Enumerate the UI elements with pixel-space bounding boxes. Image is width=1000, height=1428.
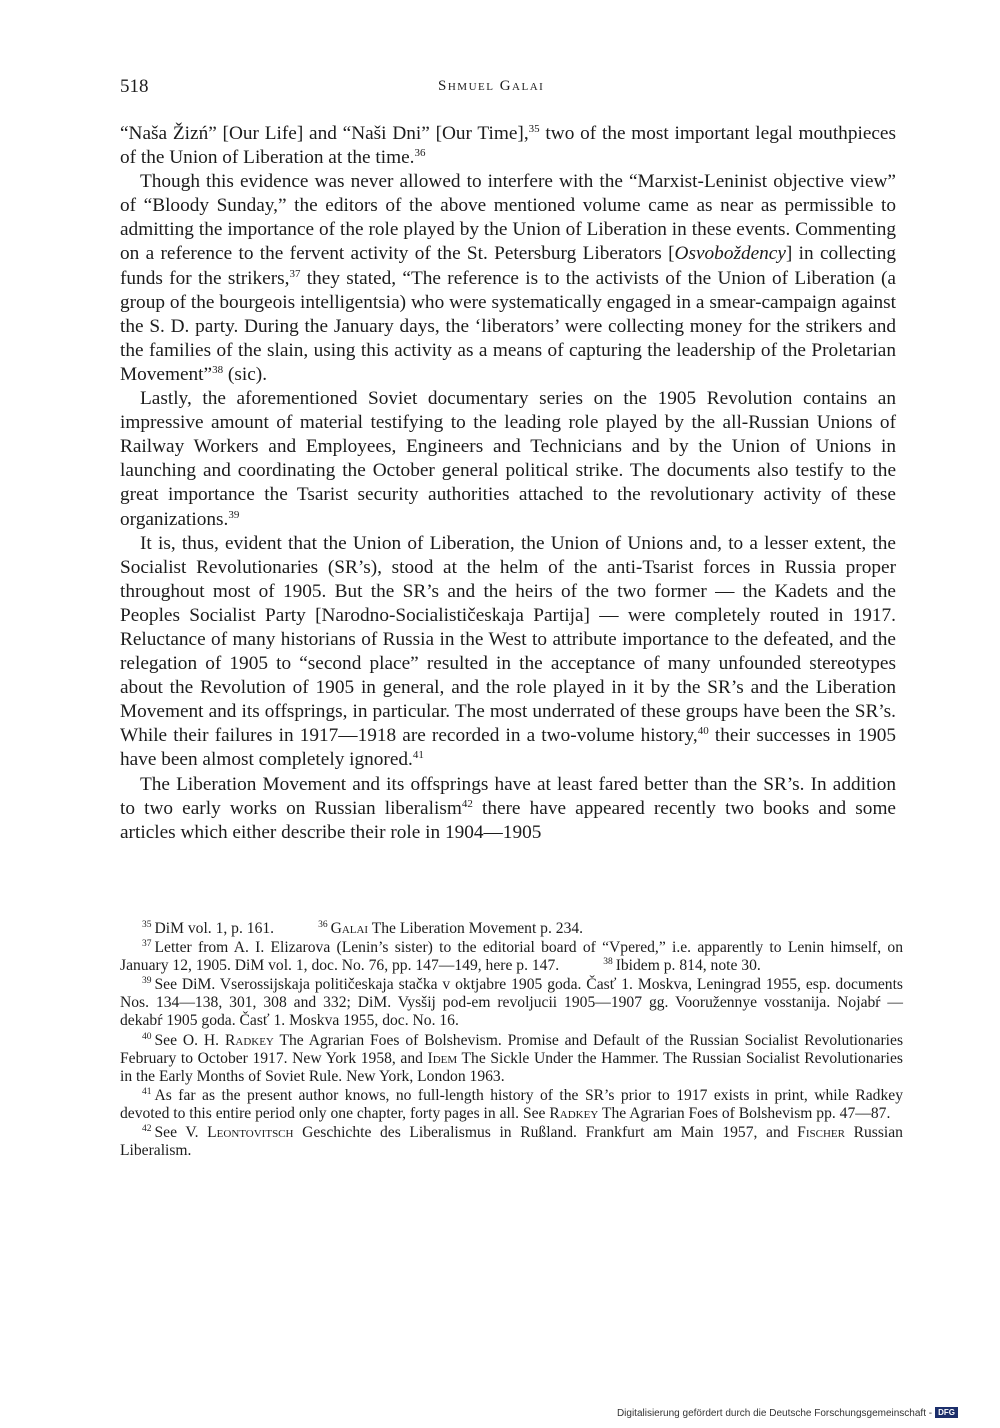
- footnote-35-36: [120, 920, 903, 938]
- footnote-text: The Agrarian Foes of Bolshevism. Promise and Default of the Russian Socialist Revolutionaries February to October 1917. New York 1958, and: [120, 1031, 904, 1067]
- credit-text: Digitalisierung gefördert durch die Deutsche Forschungsgemeinschaft -: [616, 1408, 933, 1419]
- footnotes: [120, 920, 903, 1161]
- dfg-logo: DFG: [935, 1407, 958, 1418]
- footnote-author: Fischer: [797, 1124, 845, 1142]
- page-number: 518: [120, 76, 149, 97]
- footnote-author: Galai: [330, 920, 369, 937]
- footnote-number: 36: [318, 920, 328, 930]
- footnote-text: The Liberation Movement p. 234.: [368, 920, 584, 937]
- footnote-ref: 38: [212, 363, 224, 376]
- footnote-text: See DiM. Vserossijskaja političeskaja stačka v oktjabre 1905 goda. Časť 1. Moskva, Leningrad 1955, esp. documents Nos. 134—138, 301, 308 and 332; DiM. Vysšij pod-em revoljucii 1905—1907 gg. Vooružennye vosstanija. Nojabŕ — dekabŕ 1905 goda. Časť 1. Moskva 1955, doc. No. 16.: [120, 976, 903, 1030]
- text-run: Lastly, the aforementioned Soviet documentary series on the 1905 Revolution contains an impressive amount of material testifying to the leading role played by the all-Russian Unions of Railway Workers and Employees, Engineers and Technicians and by the Union of Unions in launching and coordinating the October general political strike. The documents also testify to the great importance the Tsarist security authorities attached to the revolutionary activity of these organizations.: [120, 388, 896, 530]
- text-run: (sic).: [223, 363, 268, 385]
- text-run: ] in collecting funds for the strikers,: [120, 243, 896, 289]
- footnote-text: Russian Liberalism.: [120, 1124, 903, 1160]
- text-run: “Naša Žizń” [Our Life] and “Naši Dni” [Our Time],: [120, 123, 529, 144]
- footnote-text: See O. H.: [154, 1031, 225, 1049]
- footnote-40: [120, 1032, 903, 1086]
- paragraph-2: [120, 170, 896, 387]
- footnote-author: Leontovitsch: [207, 1124, 294, 1142]
- footnote-37-38: [120, 939, 903, 975]
- footnote-ref: 39: [228, 508, 240, 521]
- footnote-text: Geschichte des Liberalismus in Rußland. Frankfurt am Main 1957, and: [293, 1124, 798, 1142]
- footnote-author: Idem: [427, 1049, 458, 1067]
- footnote-text: As far as the present author knows, no full-length history of the SR’s prior to 1917 exists in print, while Radkey devoted to this entire period only one chapter, forty pages in all. See: [120, 1086, 903, 1122]
- footnote-author: Radkey: [224, 1031, 274, 1049]
- paragraph-1: [120, 122, 896, 170]
- footnote-text: The Sickle Under the Hammer. The Russian Socialist Revolutionaries in the Early Months of Soviet Rule. New York, London 1963.: [120, 1049, 903, 1085]
- footnote-text: Letter from A. I. Elizarova (Lenin’s sister) to the editorial board of “Vpered,” i.e. apparently to Lenin himself, on January 12, 1905. DiM vol. 1, doc. No. 76, pp. 147—149, here p. 147.: [120, 939, 903, 975]
- text-run: Though this evidence was never allowed to interfere with the “Marxist-Leninist objective view” of “Bloody Sunday,” the editors of the above mentioned volume came as near as permissible to admitting the importance of the role played by the Union of Liberation in these events. Commenting on a reference to the fervent activity of the St. Petersburg Liberators [: [120, 171, 896, 265]
- footnote-ref: 36: [414, 147, 426, 160]
- text-run: two of the most important legal mouthpieces of the Union of Liberation at the time.: [120, 123, 896, 169]
- text-run: The Liberation Movement and its offsprings have at least fared better than the SR’s. In addition to two early works on Russian liberalism: [120, 773, 896, 819]
- footnote-ref: 41: [412, 749, 424, 762]
- paragraph-3: [120, 387, 896, 532]
- footnote-text: Ibidem p. 814, note 30.: [615, 957, 761, 975]
- body-text: [120, 122, 896, 845]
- footnote-42: [120, 1124, 903, 1160]
- paragraph-4: [120, 532, 896, 773]
- text-run: they stated, “The reference is to the activists of the Union of Liberation (a group of the bourgeois intelligentsia) who were systematically engaged in a smear-campaign against the S. D. party. During the January days, the ‘liberators’ were collecting money for the strikers and the families of the slain, using this activity as a means of capturing the leadership of the Proletarian Movement”: [120, 267, 896, 385]
- text-run: It is, thus, evident that the Union of Liberation, the Union of Unions and, to a lesser extent, the Socialist Revolutionaries (SR’s), stood at the helm of the anti-Tsarist forces in Russia proper throughout most of 1905. But the SR’s and the heirs of the two former — the Kadets and the Peoples Socialist Party [Narodno-Socialističeskaja Partija] — were completely routed in 1917. Reluctance of many historians of Russia in the West to attribute importance to the defeated, and the relegation of 1905 to “second place” resulted in the acceptance of many unfounded stereotypes about the Revolution of 1905 in general, and the role played in it by the SR’s and the Liberation Movement and its offsprings, in particular. The most underrated of these groups have been the SR’s. While their failures in 1917—1918 are recorded in a two-volume history,: [120, 532, 896, 747]
- footnote-ref: 42: [461, 797, 473, 810]
- text-run: there have appeared recently two books and some articles which either describe their role in 1904—1905: [120, 797, 896, 843]
- paragraph-5: [120, 773, 896, 845]
- footnote-ref: 40: [697, 725, 709, 738]
- footnote-number: 37: [142, 939, 152, 950]
- footnote-number: 39: [142, 976, 152, 987]
- digitization-credit: [617, 1407, 958, 1419]
- footnote-ref: 37: [289, 267, 301, 280]
- footnote-text: The Agrarian Foes of Bolshevism pp. 47—87.: [598, 1104, 891, 1122]
- footnote-number: 41: [142, 1086, 152, 1097]
- footnote-number: 35: [142, 920, 152, 930]
- footnote-ref: 35: [528, 123, 540, 135]
- footnote-39: [120, 976, 903, 1030]
- footnote-number: 40: [142, 1031, 152, 1042]
- footnote-text: See V.: [154, 1124, 208, 1142]
- footnote-author: Radkey: [549, 1104, 599, 1122]
- italic-term: Osvoboždency: [674, 243, 786, 265]
- footnote-number: 38: [603, 957, 613, 968]
- text-run: their successes in 1905 have been almost completely ignored.: [120, 725, 897, 771]
- footnote-41: [120, 1087, 903, 1123]
- footnote-number: 42: [142, 1124, 152, 1135]
- footnote-text: DiM vol. 1, p. 161.: [154, 920, 275, 937]
- running-head: Shmuel Galai: [438, 78, 545, 94]
